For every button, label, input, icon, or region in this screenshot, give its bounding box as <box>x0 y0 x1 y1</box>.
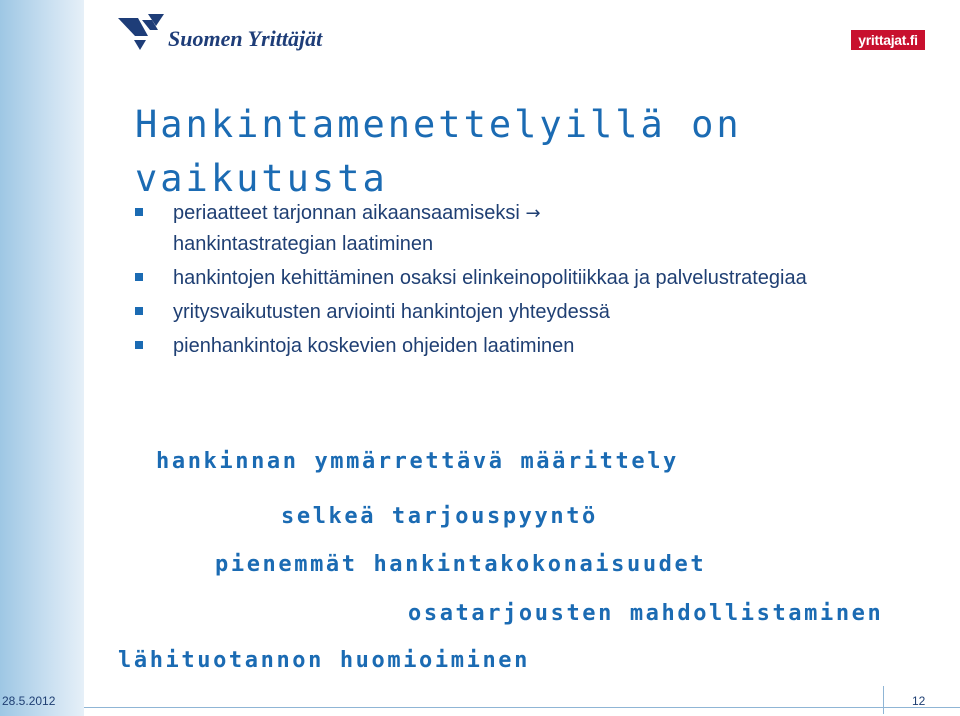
footer-date: 28.5.2012 <box>2 694 56 708</box>
bullet-text-continued: hankintastrategian laatiminen <box>173 233 434 255</box>
bullet-item <box>135 198 835 259</box>
highlight-definition: hankinnan ymmärrettävä määrittely <box>156 449 679 474</box>
yrittajat-fi-badge: yrittajat.fi <box>851 30 925 50</box>
bullet-list <box>135 198 835 365</box>
bullet-text: hankintojen kehittäminen osaksi elinkeinopolitiikkaa ja palvelustrategiaa <box>173 267 807 289</box>
highlight-local-production: lähituotannon huomioiminen <box>118 648 530 673</box>
bullet-text: yritysvaikutusten arviointi hankintojen yhteydessä <box>173 301 610 323</box>
bullet-text: periaatteet tarjonnan aikaansaamiseksi <box>173 202 526 224</box>
slide-title: Hankintamenettelyillä on vaikutusta <box>135 103 742 200</box>
left-decor-stripe <box>0 0 84 716</box>
highlight-partial-bids: osatarjousten mahdollistaminen <box>408 601 884 626</box>
arrow-right-icon: → <box>525 203 541 224</box>
bullet-item <box>135 263 835 293</box>
bullet-item <box>135 297 835 327</box>
bullet-square-icon <box>135 341 143 349</box>
highlight-tender-request: selkeä tarjouspyyntö <box>281 504 598 529</box>
suomen-yrittajat-logo <box>118 14 322 54</box>
page-number: 12 <box>912 694 926 708</box>
logo-text: Suomen Yrittäjät <box>168 26 323 51</box>
bullet-text: pienhankintoja koskevien ohjeiden laatiminen <box>173 335 575 357</box>
logo-mark-icon <box>118 14 164 54</box>
highlight-smaller-entities: pienemmät hankintakokonaisuudet <box>215 552 707 577</box>
bullet-square-icon <box>135 208 143 216</box>
bullet-square-icon <box>135 273 143 281</box>
bullet-square-icon <box>135 307 143 315</box>
footer-divider <box>84 707 960 708</box>
bullet-item <box>135 331 835 361</box>
footer-tick <box>883 686 884 714</box>
